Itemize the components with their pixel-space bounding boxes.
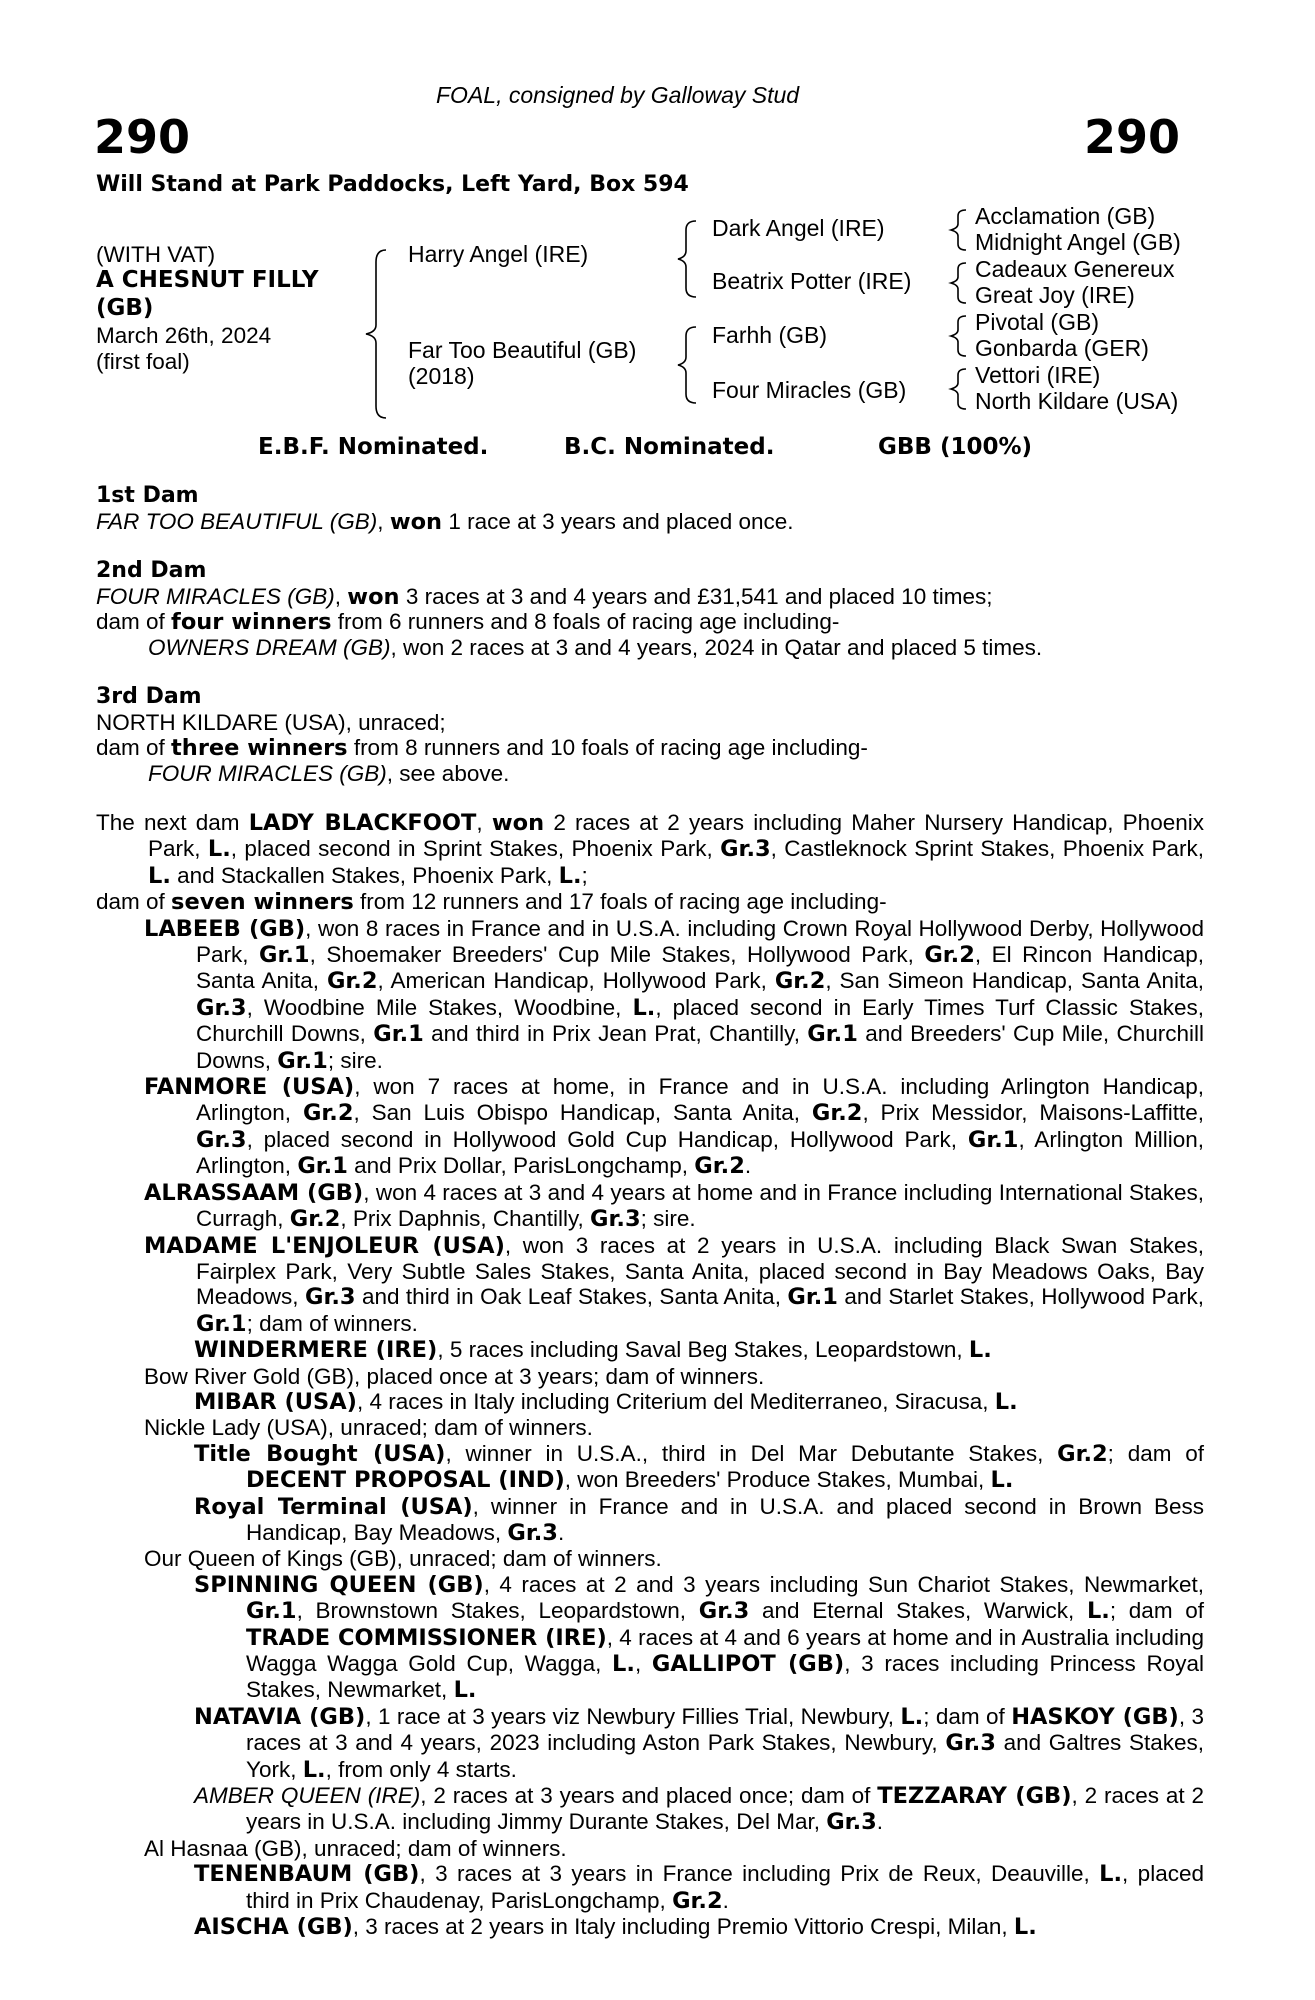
text-run: The next dam <box>96 810 249 835</box>
text-run: and Breeders' Cup Mile, Churchill Downs, <box>196 1021 1205 1073</box>
text-run: NORTH KILDARE (USA), unraced; <box>96 710 446 735</box>
bold-text: L. <box>207 836 231 863</box>
bold-text: GALLIPOT (GB) <box>651 1651 845 1677</box>
bold-text: three winners <box>171 735 348 761</box>
g3-2: Midnight Angel (GB) <box>975 229 1181 255</box>
bold-text: Royal Terminal (USA) <box>194 1493 473 1520</box>
text-run: , <box>476 810 492 835</box>
text-run: , <box>634 1651 652 1676</box>
family-entry <box>96 1364 1204 1389</box>
family-entry <box>96 1494 1204 1547</box>
text-run: , <box>334 584 348 609</box>
text-run: , Castleknock Sprint Stakes, Phoenix Park, <box>770 836 1204 862</box>
bold-text: ALRASSAAM (GB) <box>144 1179 364 1206</box>
ebf-nomination: E.B.F. Nominated. <box>258 434 489 460</box>
consignment-line: FOAL, consigned by Galloway Stud <box>436 82 800 108</box>
family-entry <box>96 1914 1204 1940</box>
text-run: , won 4 races at 3 and 4 years at home and in France including International Stakes, Curragh, <box>196 1179 1204 1232</box>
bold-text: TENENBAUM (GB) <box>194 1861 420 1888</box>
text-run: , 4 races at 4 and 6 years at home and in Australia including Wagga Wagga Gold Cup, Wagga, <box>246 1624 1204 1676</box>
bold-text: Gr.3 <box>196 1126 247 1153</box>
foaling-date: March 26th, 2024 <box>96 323 272 348</box>
text-run: ; <box>581 862 588 888</box>
bold-text: WINDERMERE (IRE) <box>194 1337 438 1364</box>
text-run: , 2 races at 2 years in U.S.A. including Jimmy Durante Stakes, Del Mar, <box>246 1783 1204 1835</box>
text-run: , Brownstown Stakes, Leopardstown, <box>296 1598 699 1624</box>
bold-text: Gr.3 <box>826 1809 877 1836</box>
g3-1: Acclamation (GB) <box>975 203 1156 229</box>
text-run: , see above. <box>386 761 510 786</box>
bold-text: Gr.2 <box>326 968 378 995</box>
bold-text: LABEEB (GB) <box>144 915 306 942</box>
third-dam-line-2 <box>96 735 868 761</box>
family-entry <box>96 1704 1204 1783</box>
text-run: and Galtres Stakes, York, <box>246 1730 1204 1782</box>
bold-text: FANMORE (USA) <box>144 1074 355 1101</box>
text-run: , El Rincon Handicap, Santa Anita, <box>196 942 1204 994</box>
family-entry <box>96 1233 1204 1338</box>
text-run: , placed second in Hollywood Gold Cup Handicap, Hollywood Park, <box>246 1126 968 1152</box>
text-run: , placed second in Sprint Stakes, Phoenix Park, <box>230 836 721 862</box>
g3-8: North Kildare (USA) <box>975 388 1179 414</box>
text-run: , San Simeon Handicap, Santa Anita, <box>825 968 1204 994</box>
family-entry <box>96 810 1204 889</box>
second-dam-heading: 2nd Dam <box>96 558 207 583</box>
text-run: , Arlington Million, Arlington, <box>196 1126 1204 1179</box>
bold-text: Gr.2 <box>289 1206 341 1233</box>
bold-text: MIBAR (USA) <box>194 1388 357 1415</box>
text-run: , Woodbine Mile Stakes, Woodbine, <box>246 994 633 1020</box>
bold-text: Gr.2 <box>1057 1440 1108 1467</box>
bold-text: Title Bought (USA) <box>194 1440 446 1467</box>
bold-text: won <box>491 810 545 836</box>
first-dam-heading: 1st Dam <box>96 483 199 508</box>
bold-text: won <box>389 509 443 535</box>
bold-text: four winners <box>171 609 332 635</box>
bold-text: Gr.2 <box>302 1100 354 1127</box>
bold-text: Gr.1 <box>807 1021 858 1048</box>
family-section <box>96 810 1204 1940</box>
dam-year: (2018) <box>408 363 475 389</box>
bold-text: Gr.2 <box>811 1100 863 1127</box>
text-run: and Starlet Stakes, Hollywood Park, <box>837 1284 1204 1310</box>
text-run: dam of <box>96 609 172 634</box>
text-run: ; dam of <box>1109 1598 1205 1624</box>
lot-number-right: 290 <box>1084 110 1181 164</box>
location-line: Will Stand at Park Paddocks, Left Yard, Box 594 <box>96 172 689 197</box>
text-run: , won 3 races at 2 years in U.S.A. including Black Swan Stakes, Fairplex Park, Very Subtle Sales Stakes, Santa Anita, placed second in Bay Meadows Oaks, Bay Meadows, <box>196 1232 1204 1310</box>
text-run: , 3 races at 2 years in Italy including Premio Vittorio Crespi, Milan, <box>352 1914 1014 1940</box>
bold-text: L. <box>968 1337 992 1364</box>
text-run: , won 2 races at 3 and 4 years, 2024 in Qatar and placed 5 times. <box>390 635 1043 660</box>
g3-5: Pivotal (GB) <box>975 309 1099 335</box>
bold-text: Gr.2 <box>672 1887 723 1914</box>
text-run: 3 races at 3 and 4 years and £31,541 and placed 10 times; <box>399 584 993 609</box>
bold-text: Gr.3 <box>507 1519 558 1546</box>
text-run: , Prix Daphnis, Chantilly, <box>340 1206 591 1232</box>
text-run: ; sire. <box>640 1206 696 1232</box>
bold-text: Gr.3 <box>590 1206 641 1233</box>
second-dam-line-3 <box>148 635 1042 661</box>
bold-text: TRADE COMMISSIONER (IRE) <box>246 1624 607 1651</box>
text-run: and Stackallen Stakes, Phoenix Park, <box>170 862 559 888</box>
bold-text: TEZZARAY (GB) <box>877 1783 1072 1810</box>
bold-text: Gr.2 <box>774 968 826 995</box>
bold-text: Gr.1 <box>277 1047 328 1074</box>
foal-note: (first foal) <box>96 349 190 374</box>
text-run: ; dam of <box>923 1703 1012 1729</box>
second-dam-line-1 <box>96 584 992 610</box>
family-entry <box>96 1861 1204 1914</box>
dam-dam: Four Miracles (GB) <box>712 377 907 403</box>
bold-text: Gr.1 <box>246 1598 297 1625</box>
italic-name: AMBER QUEEN (IRE) <box>194 1783 421 1809</box>
text-run: Al Hasnaa (GB), unraced; dam of winners. <box>144 1835 567 1861</box>
text-run: , 3 races at 3 and 4 years, 2023 including Aston Park Stakes, Newbury, <box>246 1703 1204 1756</box>
dam-sire: Farhh (GB) <box>712 322 828 348</box>
text-run: , won Breeders' Produce Stakes, Mumbai, <box>564 1467 991 1493</box>
bold-text: Gr.2 <box>924 942 975 969</box>
family-entry <box>96 1074 1204 1180</box>
g3-4: Great Joy (IRE) <box>975 282 1135 308</box>
bold-text: Gr.1 <box>196 1310 247 1337</box>
bold-text: L. <box>1099 1861 1123 1888</box>
text-run: , 1 race at 3 years viz Newbury Fillies Trial, Newbury, <box>365 1703 901 1729</box>
family-entry <box>96 1389 1204 1415</box>
bold-text: Gr.3 <box>196 994 247 1021</box>
text-run: . <box>876 1809 884 1835</box>
third-dam-line-3 <box>148 761 509 787</box>
text-run: 1 race at 3 years and placed once. <box>442 509 794 534</box>
family-entry <box>96 1441 1204 1494</box>
text-run: , <box>377 509 390 534</box>
g3-6: Gonbarda (GER) <box>975 335 1149 361</box>
bold-text: L. <box>1013 1914 1037 1941</box>
text-run: and third in Oak Leaf Stakes, Santa Anita, <box>355 1284 788 1310</box>
third-dam-line-1 <box>96 710 446 736</box>
bold-text: Gr.3 <box>698 1598 750 1625</box>
bold-text: HASKOY (GB) <box>1011 1703 1179 1730</box>
text-run: Our Queen of Kings (GB), unraced; dam of winners. <box>144 1546 662 1572</box>
text-run: , won 8 races in France and in U.S.A. including Crown Royal Hollywood Derby, Hollywood Park, <box>196 915 1204 968</box>
text-run: , 4 races at 2 and 3 years including Sun Chariot Stakes, Newmarket, <box>483 1571 1205 1597</box>
text-run: , San Luis Obispo Handicap, Santa Anita, <box>353 1100 812 1126</box>
sire: Harry Angel (IRE) <box>408 241 589 267</box>
bold-text: L. <box>558 862 582 889</box>
bold-text: Gr.1 <box>787 1284 838 1311</box>
text-run: from 12 runners and 17 foals of racing age including- <box>353 889 887 915</box>
italic-name: FAR TOO BEAUTIFUL (GB) <box>96 509 378 534</box>
text-run: ; sire. <box>327 1047 383 1073</box>
bold-text: DECENT PROPOSAL (IND) <box>246 1467 565 1494</box>
text-run: , won 7 races at home, in France and in U.S.A. including Arlington Handicap, Arlington, <box>196 1074 1204 1126</box>
text-run: , Shoemaker Breeders' Cup Mile Stakes, Hollywood Park, <box>309 942 925 968</box>
family-entry <box>96 916 1204 1074</box>
bold-text: L. <box>453 1677 477 1704</box>
family-entry <box>96 1180 1204 1233</box>
italic-name: OWNERS DREAM (GB) <box>148 635 391 660</box>
text-run: dam of <box>96 735 172 760</box>
text-run: , from only 4 starts. <box>325 1756 517 1782</box>
first-dam-line-1 <box>96 509 794 535</box>
third-dam-heading: 3rd Dam <box>96 684 202 709</box>
text-run: , 3 races including Princess Royal Stakes, Newmarket, <box>246 1651 1204 1703</box>
text-run: , 2 races at 3 years and placed once; dam of <box>420 1783 878 1809</box>
bold-text: LADY BLACKFOOT <box>248 810 477 836</box>
text-run: Nickle Lady (USA), unraced; dam of winners. <box>144 1415 593 1441</box>
text-run: , winner in France and in U.S.A. and placed second in Brown Bess Handicap, Bay Meadows, <box>246 1493 1204 1545</box>
text-run: ; dam of <box>1107 1440 1204 1466</box>
gbb-status: GBB (100%) <box>878 434 1033 460</box>
g3-7: Vettori (IRE) <box>975 362 1101 388</box>
bold-text: MADAME L'ENJOLEUR (USA) <box>144 1232 505 1259</box>
text-run: 2 races at 2 years including Maher Nursery Handicap, Phoenix Park, <box>148 810 1204 862</box>
sire-sire: Dark Angel (IRE) <box>712 215 885 241</box>
lot-name-suffix: (GB) <box>96 295 154 321</box>
bold-text: Gr.3 <box>304 1284 356 1311</box>
text-run: and Prix Dollar, ParisLongchamp, <box>347 1153 695 1179</box>
lot-name: A CHESNUT FILLY <box>96 267 319 293</box>
bold-text: L. <box>990 1467 1014 1494</box>
text-run: and Eternal Stakes, Warwick, <box>749 1598 1087 1624</box>
text-run: , American Handicap, Hollywood Park, <box>377 968 775 994</box>
family-entry <box>96 1783 1204 1836</box>
bold-text: L. <box>612 1651 635 1677</box>
family-entry <box>96 1337 1204 1363</box>
family-entry <box>96 1546 1204 1571</box>
bold-text: L. <box>148 862 171 889</box>
text-run: , 3 races at 3 years in France including Prix de Reux, Deauville, <box>419 1861 1100 1887</box>
text-run: . <box>722 1887 729 1913</box>
text-run: ; dam of winners. <box>246 1310 418 1336</box>
bold-text: L. <box>302 1756 326 1783</box>
bold-text: Gr.2 <box>694 1153 745 1180</box>
bold-text: Gr.1 <box>259 942 310 969</box>
text-run: dam of <box>96 889 172 915</box>
bold-text: Gr.1 <box>373 1021 424 1048</box>
lot-number-left: 290 <box>94 110 191 164</box>
bold-text: seven winners <box>171 889 354 916</box>
text-run: . <box>557 1519 565 1545</box>
vat-note: (WITH VAT) <box>96 242 216 267</box>
bold-text: L. <box>994 1388 1018 1415</box>
family-entry <box>96 1836 1204 1861</box>
text-run: , 4 races in Italy including Criterium del Mediterraneo, Siracusa, <box>356 1388 995 1414</box>
bold-text: L. <box>1086 1598 1110 1625</box>
text-run: . <box>744 1153 752 1179</box>
second-dam-line-2 <box>96 609 839 635</box>
bold-text: L. <box>900 1703 924 1730</box>
bold-text: SPINNING QUEEN (GB) <box>194 1571 484 1598</box>
text-run: from 6 runners and 8 foals of racing age including- <box>331 609 840 634</box>
bold-text: NATAVIA (GB) <box>194 1703 366 1730</box>
bold-text: AISCHA (GB) <box>194 1914 353 1941</box>
bold-text: Gr.3 <box>945 1730 996 1757</box>
bold-text: Gr.1 <box>967 1126 1019 1153</box>
family-entry <box>96 889 1204 915</box>
text-run: , Prix Messidor, Maisons-Laffitte, <box>862 1100 1205 1126</box>
italic-name: FOUR MIRACLES (GB) <box>96 584 335 609</box>
dam: Far Too Beautiful (GB) <box>408 337 637 363</box>
text-run: and third in Prix Jean Prat, Chantilly, <box>423 1021 808 1047</box>
text-run: , placed third in Prix Chaudenay, ParisLongchamp, <box>246 1861 1204 1913</box>
g3-3: Cadeaux Genereux <box>975 256 1175 282</box>
bc-nomination: B.C. Nominated. <box>564 434 775 460</box>
text-run: Bow River Gold (GB), placed once at 3 years; dam of winners. <box>144 1363 765 1389</box>
family-entry <box>96 1572 1204 1704</box>
family-entry <box>96 1415 1204 1440</box>
bold-text: Gr.1 <box>297 1153 348 1180</box>
bold-text: won <box>347 584 400 610</box>
bold-text: L. <box>632 994 656 1021</box>
bold-text: Gr.3 <box>720 836 771 863</box>
italic-name: FOUR MIRACLES (GB) <box>148 761 387 786</box>
sire-dam: Beatrix Potter (IRE) <box>712 268 912 294</box>
text-run: , 5 races including Saval Beg Stakes, Leopardstown, <box>437 1337 969 1363</box>
text-run: , placed second in Early Times Turf Classic Stakes, Churchill Downs, <box>196 994 1204 1047</box>
text-run: from 8 runners and 10 foals of racing age including- <box>347 735 868 760</box>
text-run: , winner in U.S.A., third in Del Mar Debutante Stakes, <box>445 1440 1058 1466</box>
